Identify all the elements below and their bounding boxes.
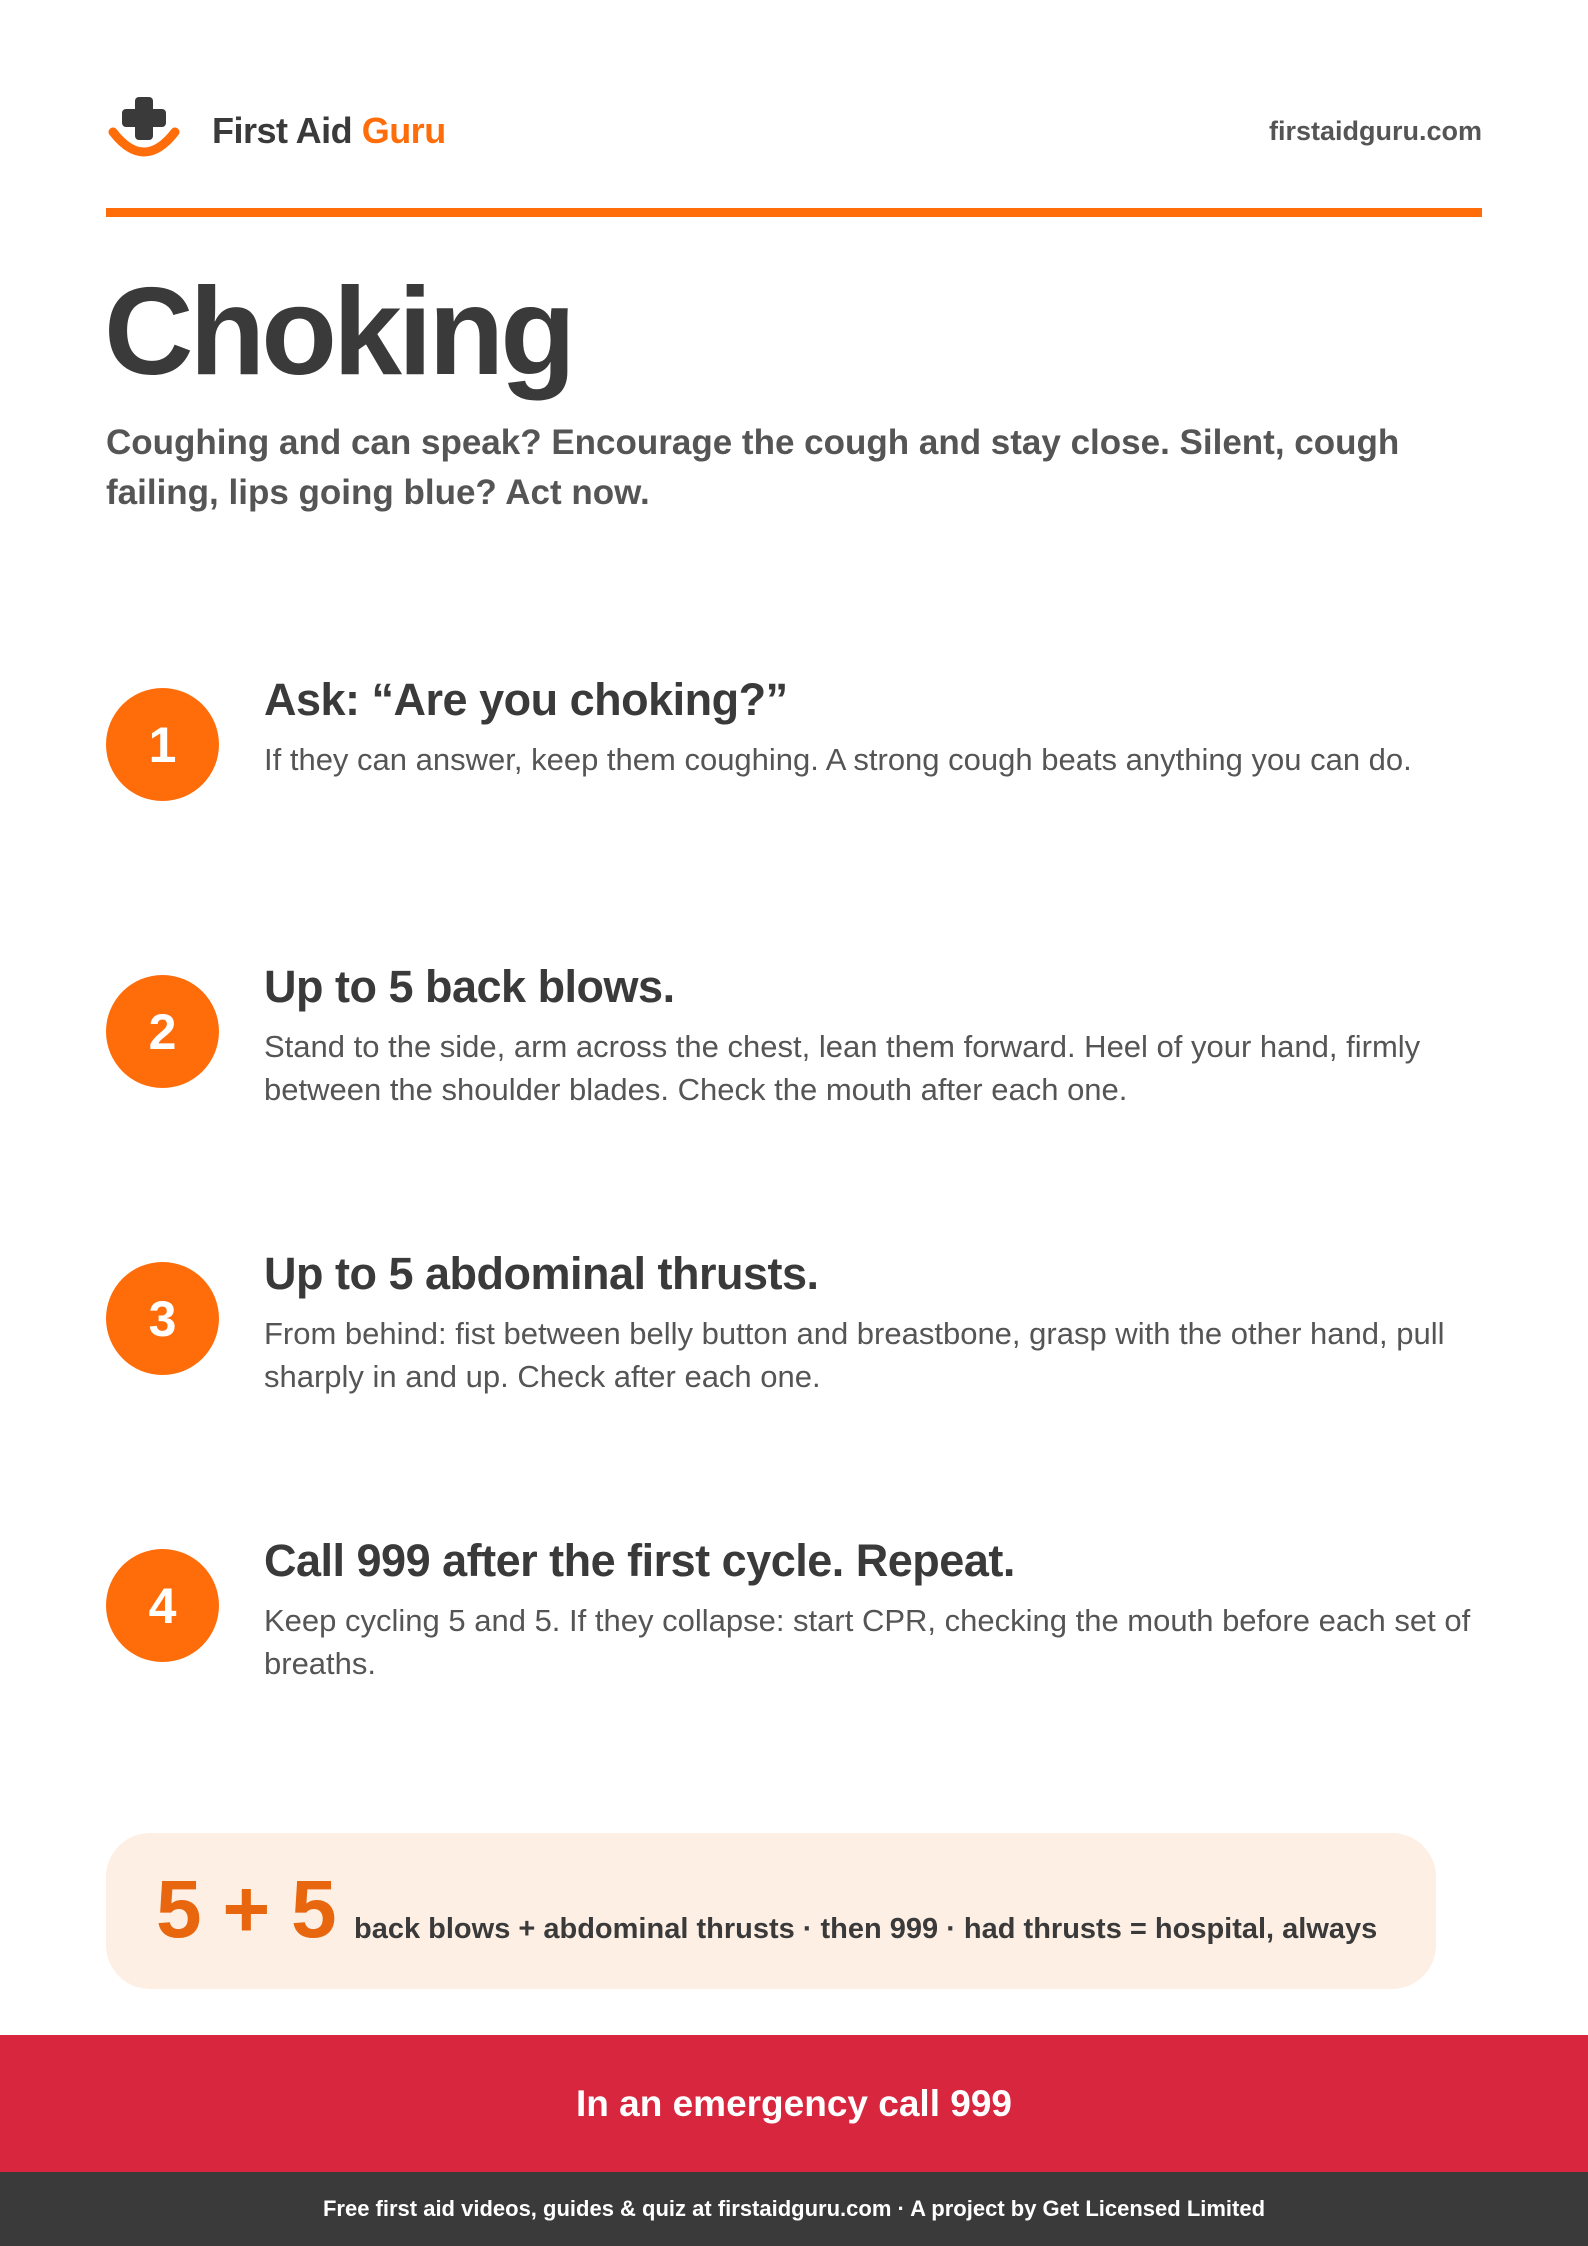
callout-text: back blows + abdominal thrusts · then 999 · had thrusts = hospital, always bbox=[354, 1913, 1378, 1945]
emergency-banner: In an emergency call 999 bbox=[0, 2035, 1588, 2172]
step-title: Ask: “Are you choking?” bbox=[264, 674, 788, 725]
header-divider bbox=[106, 208, 1482, 217]
step-item bbox=[106, 1248, 1466, 1442]
page-title: Choking bbox=[104, 263, 572, 401]
step-item bbox=[106, 961, 1466, 1155]
step-title: Up to 5 back blows. bbox=[264, 961, 675, 1012]
summary-callout bbox=[106, 1833, 1436, 1989]
step-number-badge: 4 bbox=[106, 1549, 219, 1662]
step-title: Call 999 after the first cycle. Repeat. bbox=[264, 1535, 1015, 1586]
step-item bbox=[106, 674, 1466, 868]
step-body: From behind: fist between belly button and breastbone, grasp with the other hand, pull sharply in and up. Check after each one. bbox=[264, 1316, 1445, 1394]
brand-name-accent: Guru bbox=[361, 110, 446, 151]
step-body: Stand to the side, arm across the chest, lean them forward. Heel of your hand, firmly between the shoulder blades. Check the mouth after each one. bbox=[264, 1029, 1421, 1107]
step-body: If they can answer, keep them coughing. A strong cough beats anything you can do. bbox=[264, 742, 1412, 777]
brand-name-main: First Aid bbox=[212, 110, 353, 151]
step-number-badge: 2 bbox=[106, 975, 219, 1088]
site-header bbox=[106, 92, 1482, 172]
step-item bbox=[106, 1535, 1471, 1729]
medical-cross-smile-icon bbox=[106, 92, 182, 168]
site-link[interactable]: firstaidguru.com bbox=[1268, 116, 1482, 146]
step-number-badge: 3 bbox=[106, 1262, 219, 1375]
step-number-badge: 1 bbox=[106, 688, 219, 801]
callout-big-number: 5 + 5 bbox=[156, 1864, 336, 1955]
step-body: Keep cycling 5 and 5. If they collapse: start CPR, checking the mouth before each set of breaths. bbox=[264, 1603, 1471, 1681]
page-intro: Coughing and can speak? Encourage the cough and stay close. Silent, cough failing, lips going blue? Act now. bbox=[106, 423, 1400, 512]
brand-name[interactable] bbox=[212, 110, 446, 152]
page-footer: Free first aid videos, guides & quiz at firstaidguru.com · A project by Get Licensed Limited bbox=[0, 2172, 1588, 2246]
step-title: Up to 5 abdominal thrusts. bbox=[264, 1248, 819, 1299]
